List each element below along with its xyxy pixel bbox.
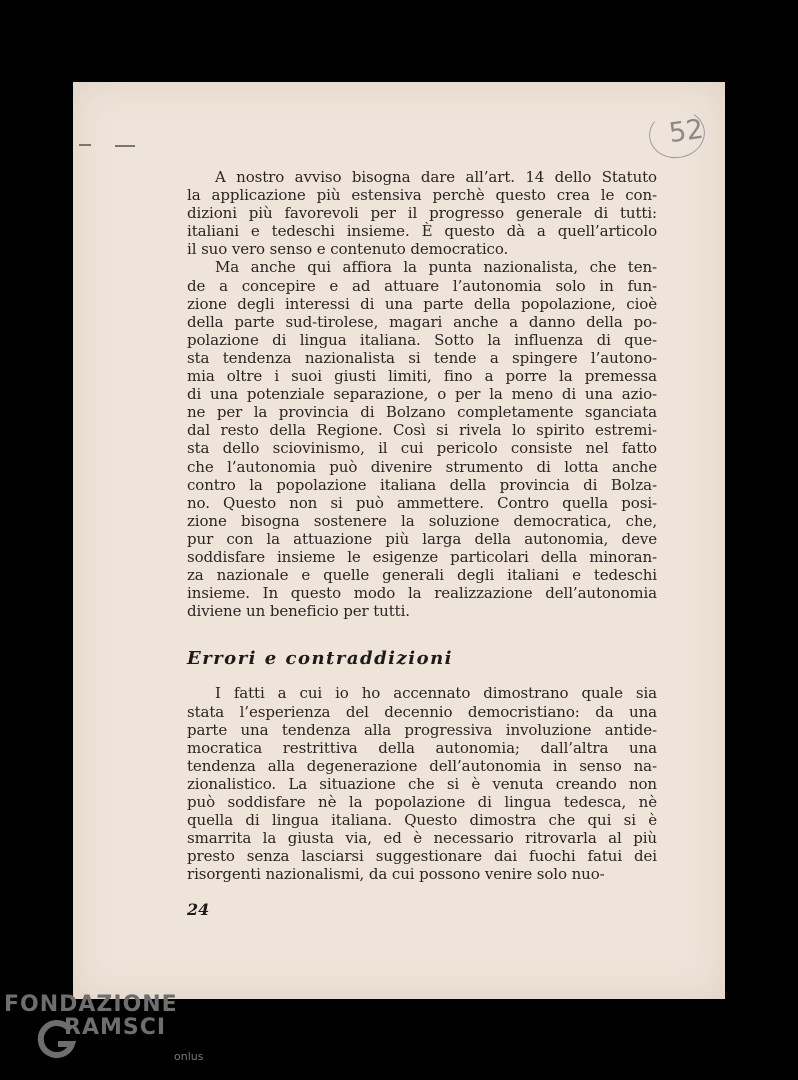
text-line: ne per la provincia di Bolzano completamente sganciata [187,403,657,422]
text-line: contro la popolazione italiana della provincia di Bolza- [187,475,657,494]
page-number: 24 [187,900,210,919]
text-line: mocratica restrittiva della autonomia; dall’altra una [187,738,657,757]
text-line: la applicazione più estensiva perchè questo crea le con- [187,186,657,205]
paragraph-2 [187,258,657,620]
text-line: diviene un beneficio per tutti. [187,602,410,621]
text-line: A nostro avviso bisogna dare all’art. 14 dello Statuto [215,168,657,186]
stray-mark [79,144,91,146]
text-line: presto senza lasciarsi suggestionare dai fuochi fatui dei [187,847,657,866]
text-line: può soddisfare nè la popolazione di lingua tedesca, nè [187,793,657,811]
text-line: dal resto della Regione. Così si rivela lo spirito estremi- [187,421,657,440]
text-line: I fatti a cui io ho accennato dimostrano quale sia [215,684,657,703]
watermark-suffix: onlus [174,1050,204,1063]
text-line: dizioni più favorevoli per il progresso generale di tutti: [187,204,657,223]
text-line: italiani e tedeschi insieme. È questo dà a quell’articolo [187,222,657,241]
text-line: Ma anche qui affiora la punta nazionalista, che ten- [215,258,657,277]
text-line: soddisfare insieme le esigenze particolari della minoran- [187,547,657,566]
text-line: della parte sud-tirolese, magari anche a danno della po- [187,312,657,331]
text-line: di una potenziale separazione, o per la meno di una azio- [187,385,657,404]
watermark-line1: FONDAZIONE [4,992,178,1017]
text-line: zione bisogna sostenere la soluzione democratica, che, [187,511,657,530]
watermark-line2: RAMSCI [64,1015,167,1040]
text-line: il suo vero senso e contenuto democratico. [187,240,509,259]
text-line: polazione di lingua italiana. Sotto la influenza di que- [187,330,657,349]
watermark-logo [4,992,204,1063]
text-line: no. Questo non si può ammettere. Contro quella posi- [187,493,657,512]
text-line: risorgenti nazionalismi, da cui possono venire solo nuo- [187,865,605,884]
text-line: che l’autonomia può divenire strumento di lotta anche [187,457,657,476]
text-line: parte una tendenza alla progressiva involuzione antide- [187,720,657,739]
text-line: stata l’esperienza del decennio democristiano: da una [187,702,657,721]
text-line: za nazionale e quelle generali degli italiani e tedeschi [187,566,657,585]
text-line: sta dello sciovinismo, il cui pericolo consiste nel fatto [187,439,657,458]
text-line: tendenza alla degenerazione dell’autonomia in senso na- [187,756,657,775]
g-logo-icon [34,1016,78,1060]
document-page [73,82,725,999]
text-line: de a concepire e ad attuare l’autonomia solo in fun- [187,276,657,295]
body-text [187,168,657,883]
section-heading: Errori e contraddizioni [187,648,454,670]
folio-note: 52 [666,113,705,150]
text-line: pur con la attuazione più larga della autonomia, deve [187,529,657,548]
text-line: sta tendenza nazionalista si tende a spingere l’autono- [187,348,657,367]
text-line: zione degli interessi di una parte della popolazione, cioè [187,294,657,313]
text-line: mia oltre i suoi giusti limiti, fino a porre la premessa [187,367,657,386]
text-line: quella di lingua italiana. Questo dimostra che qui si è [187,811,657,830]
paragraph-3 [187,684,657,883]
text-line: insieme. In questo modo la realizzazione dell’autonomia [187,584,657,603]
paragraph-1 [187,168,657,258]
text-line: smarrita la giusta via, ed è necessario ritrovarla al più [187,829,657,848]
stray-mark [115,145,135,147]
text-line: zionalistico. La situazione che si è venuta creando non [187,774,657,793]
